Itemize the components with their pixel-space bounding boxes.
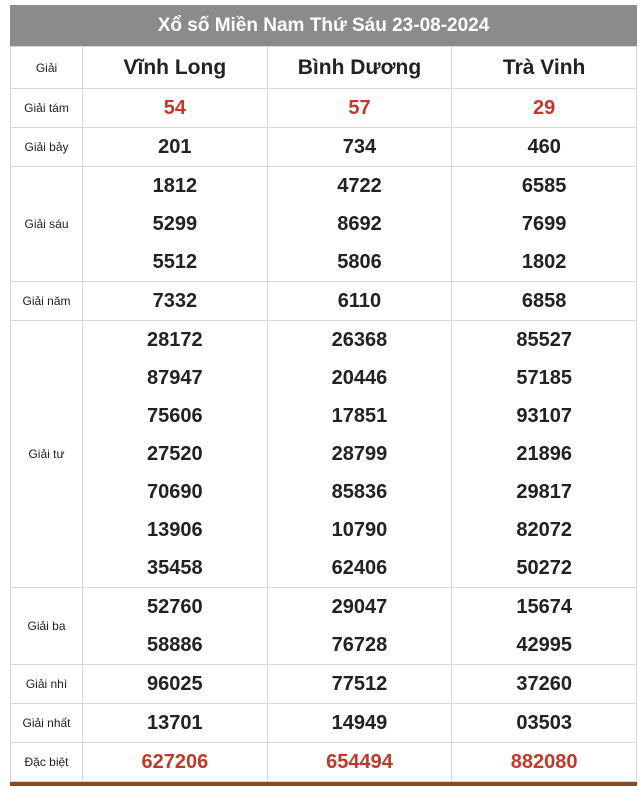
prize-number: 28799 [331, 443, 388, 465]
prize-label: Đặc biệt [11, 743, 83, 782]
prize-cell [83, 588, 268, 665]
prize-row [11, 128, 637, 167]
prize-number: 58886 [147, 634, 203, 656]
prize-number: 654494 [326, 751, 393, 773]
prize-number: 7332 [152, 290, 198, 312]
prize-number: 14949 [331, 712, 388, 734]
prize-number: 57185 [516, 367, 572, 389]
prize-number: 85527 [516, 329, 572, 351]
page-title: Xổ số Miền Nam Thứ Sáu 23-08-2024 [10, 5, 637, 46]
prize-cell [83, 321, 268, 588]
prize-cell [452, 321, 637, 588]
prize-number: 13906 [147, 519, 203, 541]
prize-cell [267, 167, 452, 282]
prize-number: 21896 [516, 443, 572, 465]
prize-number: 4722 [337, 175, 382, 197]
prize-cell [267, 743, 452, 782]
prize-number: 82072 [516, 519, 572, 541]
results-table [10, 46, 637, 782]
prize-label: Giải năm [11, 282, 83, 321]
prize-number: 26368 [331, 329, 388, 351]
prize-number: 29817 [516, 481, 572, 503]
prize-label: Giải sáu [11, 167, 83, 282]
prize-number: 882080 [510, 751, 578, 773]
prize-cell [267, 321, 452, 588]
prize-label: Giải ba [11, 588, 83, 665]
prize-number: 62406 [331, 557, 388, 579]
prize-number: 13701 [147, 712, 203, 734]
prize-column-header: Giải [11, 47, 83, 89]
prize-number: 85836 [331, 481, 388, 503]
prize-number: 27520 [147, 443, 203, 465]
prize-number: 57 [348, 97, 371, 119]
prize-number: 35458 [147, 557, 203, 579]
prize-number: 7699 [521, 213, 567, 235]
prize-number: 54 [163, 97, 186, 119]
prize-number: 10790 [331, 519, 388, 541]
prize-number: 29047 [331, 596, 388, 618]
prize-row [11, 282, 637, 321]
province-header-tra-vinh[interactable]: Trà Vinh [452, 47, 637, 89]
prize-number: 15674 [516, 596, 572, 618]
prize-cell [267, 89, 452, 128]
prize-cell [452, 743, 637, 782]
prize-number: 1812 [152, 175, 198, 197]
prize-number: 93107 [516, 405, 572, 427]
province-header-vinh-long[interactable]: Vĩnh Long [83, 47, 268, 89]
prize-number: 6110 [337, 290, 382, 312]
prize-cell [452, 704, 637, 743]
prize-label: Giải tám [11, 89, 83, 128]
prize-number: 1802 [521, 251, 567, 273]
results-body [11, 89, 637, 782]
prize-cell [267, 128, 452, 167]
prize-number: 37260 [516, 673, 572, 695]
prize-row [11, 704, 637, 743]
prize-row [11, 167, 637, 282]
prize-row [11, 321, 637, 588]
prize-number: 6585 [521, 175, 567, 197]
prize-number: 76728 [331, 634, 388, 656]
prize-cell [83, 743, 268, 782]
prize-cell [83, 665, 268, 704]
prize-cell [83, 128, 268, 167]
prize-cell [452, 128, 637, 167]
prize-label: Giải nhì [11, 665, 83, 704]
prize-number: 03503 [516, 712, 572, 734]
prize-cell [83, 89, 268, 128]
prize-cell [83, 704, 268, 743]
prize-label: Giải tư [11, 321, 83, 588]
prize-cell [267, 665, 452, 704]
prize-number: 29 [533, 97, 556, 119]
prize-number: 5512 [152, 251, 198, 273]
prize-number: 70690 [147, 481, 203, 503]
prize-cell [267, 588, 452, 665]
prize-number: 6858 [521, 290, 567, 312]
prize-number: 75606 [147, 405, 203, 427]
prize-number: 5299 [152, 213, 198, 235]
prize-number: 8692 [337, 213, 382, 235]
prize-number: 5806 [337, 251, 382, 273]
prize-cell [452, 665, 637, 704]
prize-cell [452, 588, 637, 665]
prize-number: 201 [158, 136, 192, 158]
province-header-binh-duong[interactable]: Bình Dương [267, 47, 452, 89]
prize-row [11, 743, 637, 782]
prize-cell [267, 282, 452, 321]
prize-number: 52760 [147, 596, 203, 618]
prize-cell [267, 704, 452, 743]
prize-number: 20446 [331, 367, 388, 389]
prize-number: 28172 [147, 329, 203, 351]
prize-row [11, 89, 637, 128]
prize-cell [83, 282, 268, 321]
prize-number: 460 [527, 136, 561, 158]
prize-number: 87947 [147, 367, 203, 389]
prize-label: Giải nhất [11, 704, 83, 743]
prize-cell [452, 167, 637, 282]
bottom-bar [10, 782, 637, 786]
prize-cell [452, 89, 637, 128]
prize-cell [452, 282, 637, 321]
prize-number: 42995 [516, 634, 572, 656]
prize-label: Giải bảy [11, 128, 83, 167]
table-header-row [11, 47, 637, 89]
prize-number: 17851 [331, 405, 388, 427]
prize-number: 627206 [141, 751, 209, 773]
prize-number: 734 [342, 136, 377, 158]
prize-row [11, 588, 637, 665]
prize-number: 96025 [147, 673, 203, 695]
prize-number: 50272 [516, 557, 572, 579]
results-panel [10, 5, 637, 786]
prize-row [11, 665, 637, 704]
prize-number: 77512 [331, 673, 388, 695]
prize-cell [83, 167, 268, 282]
